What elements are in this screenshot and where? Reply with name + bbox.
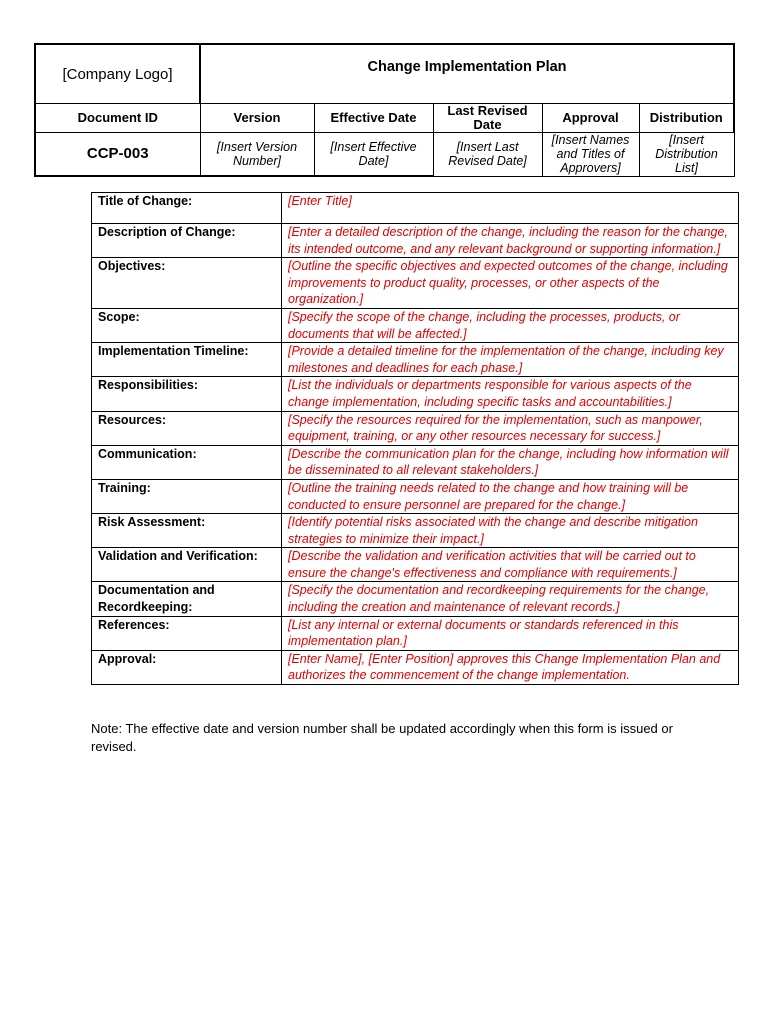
table-row bbox=[92, 411, 739, 445]
table-row bbox=[92, 445, 739, 479]
field-label: Communication: bbox=[92, 445, 282, 479]
table-row bbox=[92, 582, 739, 616]
effective-date-label: Effective Date bbox=[314, 104, 433, 133]
approval-value: [Insert Names and Titles of Approvers] bbox=[542, 133, 639, 177]
table-row bbox=[92, 193, 739, 224]
field-label: Scope: bbox=[92, 308, 282, 342]
effective-date-value: [Insert Effective Date] bbox=[314, 133, 433, 177]
distribution-label: Distribution bbox=[639, 104, 734, 133]
table-row bbox=[92, 616, 739, 650]
field-value: [Specify the scope of the change, including the processes, products, or documents that will be affected.] bbox=[282, 308, 739, 342]
table-row bbox=[92, 514, 739, 548]
table-row bbox=[92, 258, 739, 309]
distribution-value: [Insert Distribution List] bbox=[639, 133, 734, 177]
table-row bbox=[92, 308, 739, 342]
field-value: [Describe the communication plan for the change, including how information will be disseminated to all relevant stakeholders.] bbox=[282, 445, 739, 479]
change-details-table bbox=[91, 192, 739, 685]
table-row bbox=[92, 479, 739, 513]
field-label: References: bbox=[92, 616, 282, 650]
field-label: Objectives: bbox=[92, 258, 282, 309]
field-value: [Provide a detailed timeline for the implementation of the change, including key milestones and deadlines for each phase.] bbox=[282, 343, 739, 377]
field-label: Resources: bbox=[92, 411, 282, 445]
field-label: Title of Change: bbox=[92, 193, 282, 224]
table-row bbox=[92, 377, 739, 411]
field-value: [Enter a detailed description of the change, including the reason for the change, its intended outcome, and any relevant background or supporting information.] bbox=[282, 224, 739, 258]
field-label: Description of Change: bbox=[92, 224, 282, 258]
footer-note: Note: The effective date and version number shall be updated accordingly when this form is issued or revised. bbox=[91, 721, 673, 754]
table-row bbox=[92, 650, 739, 684]
field-value: [Identify potential risks associated with the change and describe mitigation strategies to minimize their impact.] bbox=[282, 514, 739, 548]
field-label: Approval: bbox=[92, 650, 282, 684]
field-label: Documentation and Recordkeeping: bbox=[92, 582, 282, 616]
field-value: [List any internal or external documents or standards referenced in this implementation plan.] bbox=[282, 616, 739, 650]
approval-label: Approval bbox=[542, 104, 639, 133]
field-value: [Specify the documentation and recordkeeping requirements for the change, including the creation and maintenance of relevant records.] bbox=[282, 582, 739, 616]
document-id-value: CCP-003 bbox=[35, 133, 200, 177]
company-logo-placeholder: [Company Logo] bbox=[35, 44, 200, 104]
field-value: [Specify the resources required for the implementation, such as manpower, equipment, training, or any other resources necessary for success.] bbox=[282, 411, 739, 445]
field-value: [Outline the specific objectives and expected outcomes of the change, including improvements to product quality, processes, or other aspects of the organization.] bbox=[282, 258, 739, 309]
field-value: [Describe the validation and verification activities that will be carried out to ensure the change's effectiveness and compliance with requirements.] bbox=[282, 548, 739, 582]
document-header-table bbox=[34, 43, 735, 177]
table-row bbox=[92, 343, 739, 377]
version-value: [Insert Version Number] bbox=[200, 133, 314, 177]
field-label: Implementation Timeline: bbox=[92, 343, 282, 377]
field-label: Responsibilities: bbox=[92, 377, 282, 411]
field-value: [Enter Name], [Enter Position] approves this Change Implementation Plan and authorizes the commencement of the change implementation. bbox=[282, 650, 739, 684]
field-label: Training: bbox=[92, 479, 282, 513]
last-revised-date-value: [Insert Last Revised Date] bbox=[433, 133, 542, 177]
field-value: [List the individuals or departments responsible for various aspects of the change implementation, including specific tasks and accountabilities.] bbox=[282, 377, 739, 411]
document-id-label: Document ID bbox=[35, 104, 200, 133]
document-title: Change Implementation Plan bbox=[200, 44, 734, 104]
last-revised-date-label: Last Revised Date bbox=[433, 104, 542, 133]
field-value: [Outline the training needs related to the change and how training will be conducted to ensure personnel are prepared for the change.] bbox=[282, 479, 739, 513]
field-value: [Enter Title] bbox=[282, 193, 739, 224]
field-label: Validation and Verification: bbox=[92, 548, 282, 582]
table-row bbox=[92, 224, 739, 258]
table-row bbox=[92, 548, 739, 582]
field-label: Risk Assessment: bbox=[92, 514, 282, 548]
version-label: Version bbox=[200, 104, 314, 133]
